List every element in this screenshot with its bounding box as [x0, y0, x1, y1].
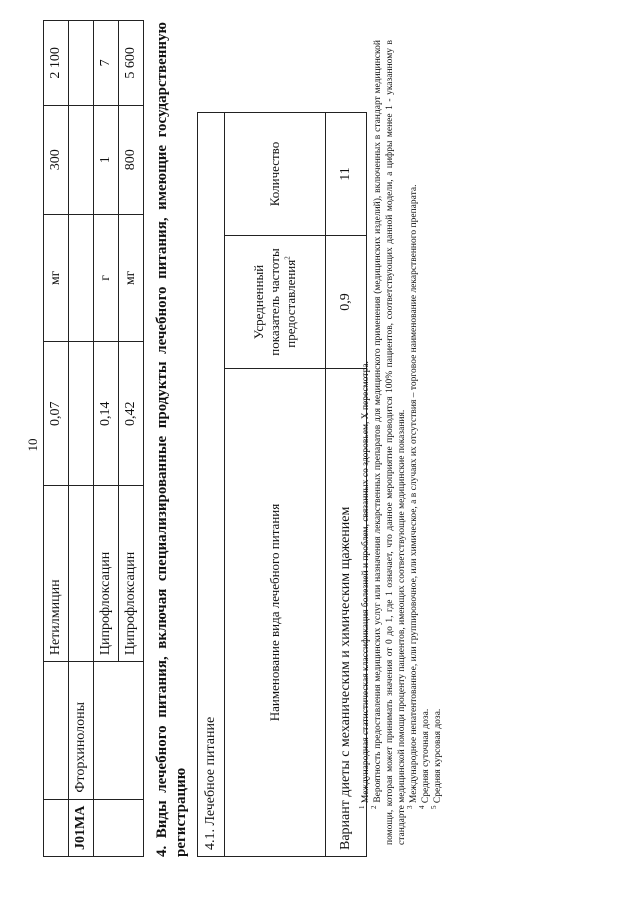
footnote-ref: 2 [283, 256, 292, 260]
course-dose-cell: 7 [94, 21, 119, 106]
page-number: 10 [25, 438, 40, 452]
daily-dose-cell: 300 [44, 105, 69, 214]
unit-cell: г [94, 214, 119, 341]
atc-code-cell [94, 799, 119, 856]
drug-group-cell [44, 662, 69, 800]
daily-dose-cell: 800 [119, 105, 144, 214]
table-header-row [225, 113, 326, 857]
footnote [405, 40, 420, 845]
drug-group-cell [94, 662, 119, 800]
daily-dose-cell [69, 105, 94, 214]
diet-frequency-cell: 0,9 [326, 236, 367, 369]
table-row [69, 21, 94, 857]
drug-group-cell [119, 662, 144, 800]
rotated-content [25, 20, 615, 875]
table-row [198, 113, 225, 857]
footnote-number: 3 [405, 805, 414, 809]
footnote-number: 1 [357, 805, 366, 809]
drug-group-cell: Фторхинолоны [69, 662, 94, 800]
drug-name-cell: Ципрофлоксацин [94, 486, 119, 662]
daily-dose-cell: 1 [94, 105, 119, 214]
diet-quantity-cell: 11 [326, 113, 367, 236]
course-dose-cell: 2 100 [44, 21, 69, 106]
table-row [119, 21, 144, 857]
unit-cell: мг [119, 214, 144, 341]
footnote-text: Средняя курсовая доза. [433, 708, 443, 806]
header-frequency [225, 236, 326, 369]
footnote [429, 40, 444, 845]
subsection-title: 4.1. Лечебное питание [198, 113, 225, 857]
footnote-number: 5 [429, 805, 438, 809]
drug-name-cell: Нетилмицин [44, 486, 69, 662]
header-quantity: Количество [225, 113, 326, 236]
atc-code-cell [119, 799, 144, 856]
footnote [357, 40, 372, 845]
drug-name-cell [69, 486, 94, 662]
frequency-cell: 0,42 [119, 342, 144, 486]
frequency-cell: 0,14 [94, 342, 119, 486]
atc-code-cell: J01MA [69, 799, 94, 856]
frequency-cell: 0,07 [44, 342, 69, 486]
footnote [417, 40, 432, 845]
footnote-text: Вероятность предоставления медицинских услуг или назначения лекарственных препаратов для медицинского применения (медицинских изделий), включенных в стандарт медицинской помощи, которая может принимать значения от 0 до 1, где 1 означает, что данное мероприятие проводится 100% пациентов, соответствующих данной модели, а цифры менее 1 - указанному в стандарте медицинской помощи проценту пациентов, имеющих соответствующие медицинские показания. [373, 40, 407, 845]
footnote-number: 2 [369, 805, 378, 809]
footnote-text: Международное непатентованное, или группировочное, или химическое, а в случаях их отсутствия – торговое наименование лекарственного препарата. [409, 184, 419, 806]
atc-code-cell [44, 799, 69, 856]
header-frequency-text: Усредненный показатель частоты предоставления [251, 248, 298, 356]
frequency-cell [69, 342, 94, 486]
drug-name-cell: Ципрофлоксацин [119, 486, 144, 662]
course-dose-cell [69, 21, 94, 106]
nutrition-table [197, 112, 367, 857]
diet-name-cell: Вариант диеты с механическим и химическим щажением [326, 369, 367, 857]
footnotes [357, 40, 444, 845]
drug-table [43, 20, 144, 857]
footnote-text: Международная статистическая классификация болезней и проблем, связанных со здоровьем, X пересмотра. [361, 361, 371, 806]
footnote [369, 40, 408, 845]
table-row [94, 21, 119, 857]
header-name: Наименование вида лечебного питания [225, 369, 326, 857]
course-dose-cell: 5 600 [119, 21, 144, 106]
unit-cell [69, 214, 94, 341]
footnote-number: 4 [417, 805, 426, 809]
footnote-text: Средняя суточная доза. [421, 708, 431, 806]
table-row [44, 21, 69, 857]
unit-cell: мг [44, 214, 69, 341]
section-heading: 4. Виды лечебного питания, включая специализированные продукты лечебного питания, имеющие государственную регистрацию [154, 22, 189, 857]
